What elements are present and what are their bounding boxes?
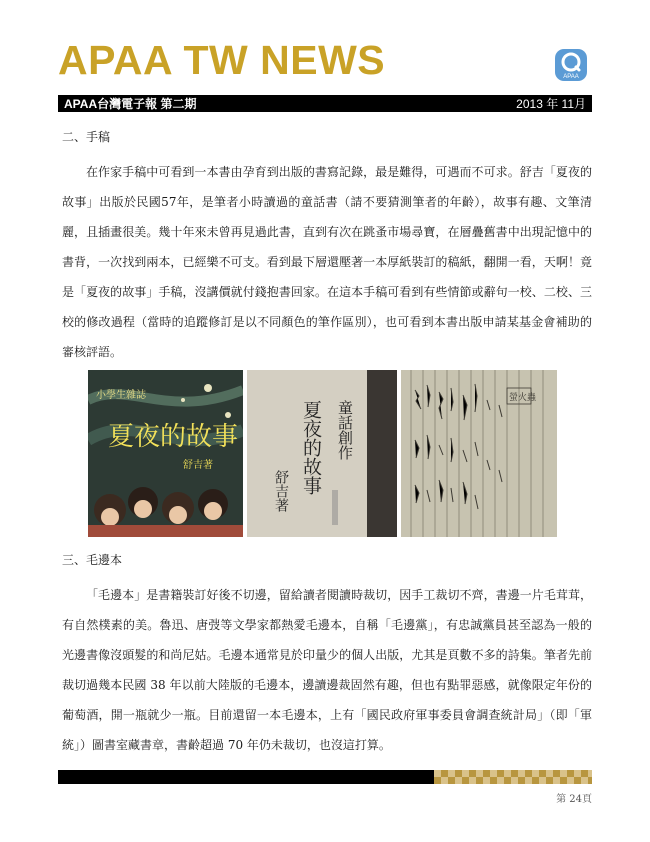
manuscript-page-image — [401, 370, 557, 537]
issue-bar — [58, 95, 592, 112]
cover-series: 小學生雜誌 — [96, 390, 146, 401]
section-paragraph-manuscript: 在作家手稿中可看到一本書由孕育到出版的書寫記錄，最是難得，可遇而不可求。舒吉「夏夜的故事」出版於民國57年，是筆者小時讀過的童話書（請不要猜測筆者的年齡），故事有趣、文筆清麗，且插畫很美。幾十年來未曾再見過此書，直到有次在跳蚤市場尋寶，在層疊舊書中出現記憶中的書背，一次找到兩本，已經樂不可支。看到最下層還壓著一本厚紙裝訂的稿紙，翻開一看，天啊！竟是「夏夜的故事」手稿，沒講價就付錢抱書回家。在這本手稿可看到有些情節或辭句一校、二校、三校的修改過程（當時的追蹤修訂是以不同顏色的筆作區別），也可看到本書出版申請某基金會補助的審核評語。 — [62, 165, 592, 359]
cover-author: 舒吉著 — [183, 460, 213, 471]
title-page-image — [247, 370, 397, 537]
logo-text: APAA — [563, 74, 579, 80]
title-page-author: 舒吉著 — [273, 470, 289, 512]
section-paragraph-uncut-edition: 「毛邊本」是書籍裝訂好後不切邊，留給讀者閱讀時裁切，因手工裁切不齊，書邊一片毛茸茸，有自然樸素的美。魯迅、唐弢等文學家都熱愛毛邊本，自稱「毛邊黨」，有忠誠黨員甚至認為一般的光邊書像沒頭髮的和尚尼姑。毛邊本通常見於印量少的個人出版，尤其是頁數不多的詩集。筆者先前裁切過幾本民國 38 年以前大陸版的毛邊本，邊讀邊裁固然有趣，但也有點罪惡感，就像限定年份的葡萄酒，開一瓶就少一瓶。目前還留一本毛邊本，上有「國民政府軍事委員會調查統計局」（即「軍統」）圖書室藏書章，書齡超過 70 年仍未裁切，也沒這打算。 — [62, 588, 592, 752]
issue-label: APAA台灣電子報 第二期 — [64, 97, 197, 111]
masthead-title: APAA TW NEWS — [58, 37, 386, 83]
footer-bar-black — [58, 770, 434, 784]
section-heading-uncut-edition: 三、毛邊本 — [62, 553, 123, 567]
book-cover-image — [88, 370, 243, 537]
apaa-logo-icon — [554, 48, 588, 82]
footer-bar-checker — [434, 770, 592, 784]
image-strip — [88, 370, 557, 537]
title-page-line2: 夏夜的故事 — [300, 400, 322, 495]
manuscript-heading: 螢火蟲 — [509, 393, 537, 403]
footer-bar — [58, 770, 592, 784]
section-heading-manuscript: 二、手稿 — [62, 130, 111, 144]
cover-title: 夏夜的故事 — [108, 422, 239, 452]
issue-date: 2013 年 11月 — [516, 97, 586, 111]
title-page-line1: 童話創作 — [336, 400, 354, 460]
page-number: 第 24頁 — [556, 794, 592, 805]
